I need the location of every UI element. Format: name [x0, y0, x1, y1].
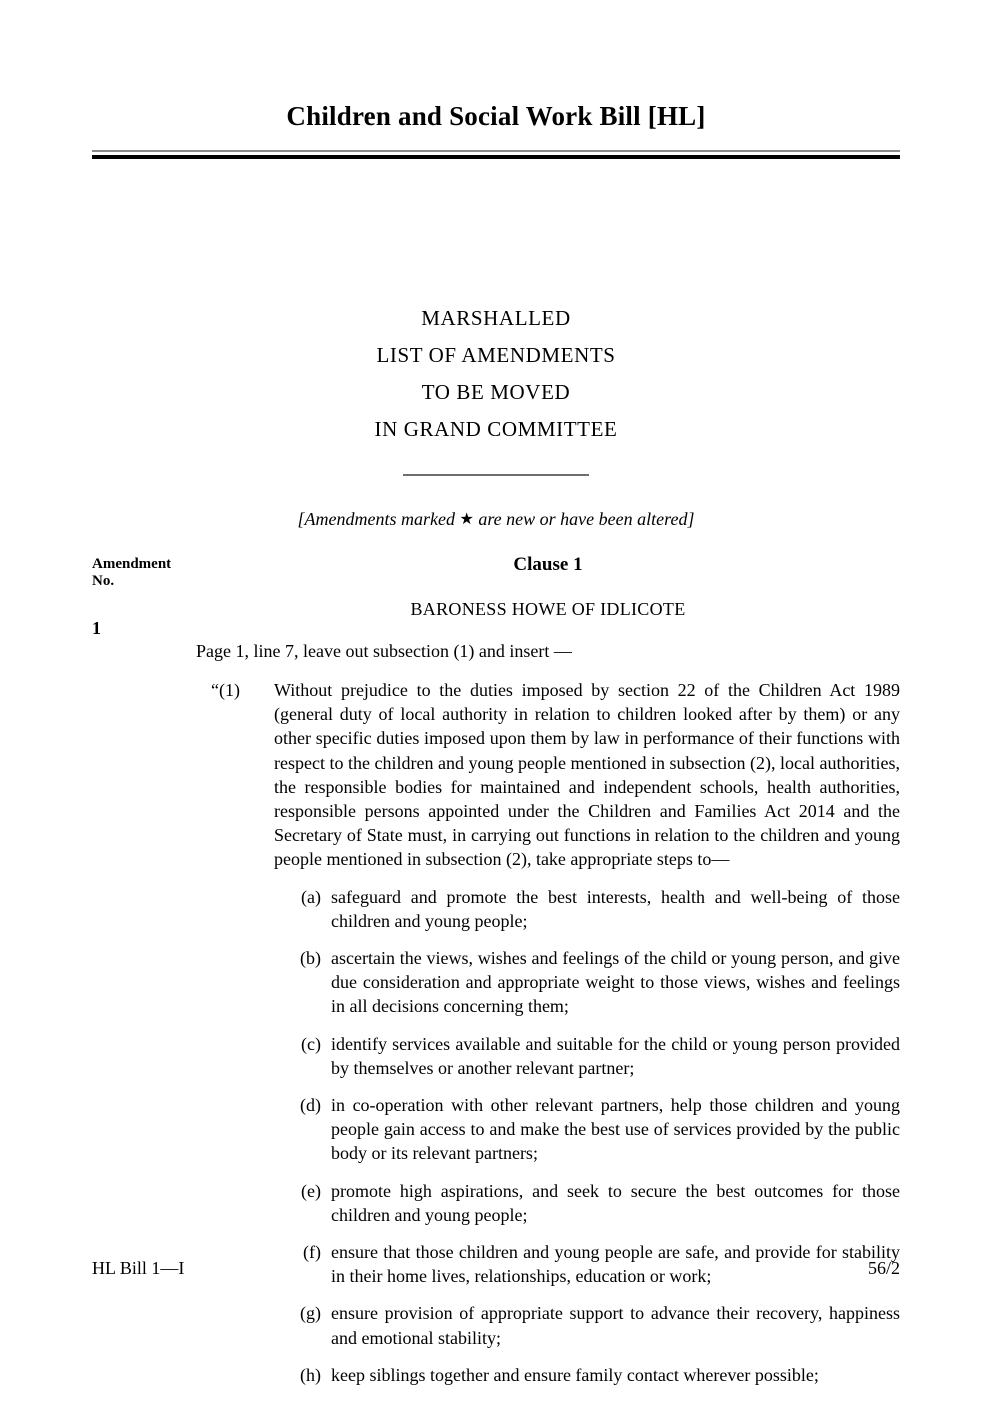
heading-line-marshalled: MARSHALLED: [421, 306, 571, 330]
amendment-no-label: [92, 556, 192, 590]
paragraph-text: ascertain the views, wishes and feelings of the child or young person, and give due consideration and appropriate weight to those views, wishes and feelings in all decisions concerning them;: [331, 948, 900, 1017]
list-item: [275, 1179, 900, 1227]
paragraph-marker: (c): [301, 1033, 321, 1054]
list-item: [275, 1032, 900, 1080]
star-icon: ★: [459, 511, 474, 528]
paragraph-marker: (h): [300, 1364, 321, 1385]
masthead-rule-thin: [92, 150, 900, 152]
heading-line-in-grand-committee: IN GRAND COMMITTEE: [374, 417, 618, 441]
note-text-after: are new or have been altered]: [473, 509, 695, 529]
subsection-text: Without prejudice to the duties imposed by section 22 of the Children Act 1989 (general duty of local authority in relation to children looked after by them) or any other specific duties imposed upon them by law in performance of their functions with respect to the children and young people mentioned in subsection (2), local authorities, the responsible bodies for maintained and independent schools, health authorities, responsible persons appointed under the Children and Families Act 2014 and the Secretary of State must, in carrying out functions in relation to the children and young people mentioned in subsection (2), take appropriate steps to—: [274, 680, 900, 870]
amendment-no-label-line2: No.: [92, 573, 115, 589]
page-reference: 56/2: [867, 1258, 900, 1278]
subsection-marker: “(1): [211, 680, 240, 700]
paragraph-text: keep siblings together and ensure family contact wherever possible;: [331, 1364, 819, 1385]
amendment-no-label-line1: Amendment: [92, 556, 172, 572]
lettered-paragraph-list: [275, 885, 900, 1387]
masthead: [92, 100, 900, 159]
paragraph-text: safeguard and promote the best interests, health and well-being of those children and young people;: [331, 886, 900, 931]
list-item: [275, 885, 900, 933]
paragraph-text: promote high aspirations, and seek to secure the best outcomes for those children and young people;: [331, 1180, 900, 1225]
heading-line-list-of-amendments: LIST OF AMENDMENTS: [376, 343, 616, 367]
heading-divider-wrap: [92, 474, 900, 476]
paragraph-marker: (d): [300, 1095, 321, 1116]
clause-heading: Clause 1: [513, 554, 583, 575]
paragraph-text: ensure that those children and young people are safe, and provide for stability in their home lives, relationships, education or work;: [331, 1242, 900, 1287]
quoted-subsection: [211, 678, 900, 872]
page-footer: [92, 1258, 900, 1279]
paragraph-marker: (e): [301, 1180, 321, 1201]
amendment-instruction: Page 1, line 7, leave out subsection (1) and insert —: [196, 641, 572, 661]
paragraph-text: in co-operation with other relevant partners, help those children and young people gain access to and make the best use of services provided by the public body or its relevant partners;: [331, 1095, 900, 1164]
list-item: [275, 1301, 900, 1349]
paragraph-text: identify services available and suitable for the child or young person provided by themselves or another relevant partner;: [331, 1033, 900, 1078]
paragraph-marker: (f): [303, 1242, 321, 1263]
note-text-before: [Amendments marked: [297, 509, 460, 529]
heading-divider: [403, 474, 589, 476]
amendment-number: 1: [92, 618, 101, 638]
paragraph-marker: (b): [300, 948, 321, 969]
list-item: [275, 946, 900, 1019]
heading-line-to-be-moved: TO BE MOVED: [421, 380, 571, 404]
paragraph-marker: (a): [301, 886, 321, 907]
list-item: [275, 1093, 900, 1166]
amendments-marked-note: [92, 509, 900, 530]
masthead-rule-thick: [92, 155, 900, 159]
bill-reference: HL Bill 1—I: [92, 1258, 185, 1278]
paragraph-marker: (g): [300, 1303, 321, 1324]
paragraph-text: ensure provision of appropriate support to advance their recovery, happiness and emotional stability;: [331, 1303, 900, 1348]
sponsor-name: BARONESS HOWE OF IDLICOTE: [410, 599, 686, 619]
marshalled-list-heading: [92, 300, 900, 476]
list-item: [275, 1363, 900, 1387]
bill-title: Children and Social Work Bill [HL]: [286, 101, 706, 131]
